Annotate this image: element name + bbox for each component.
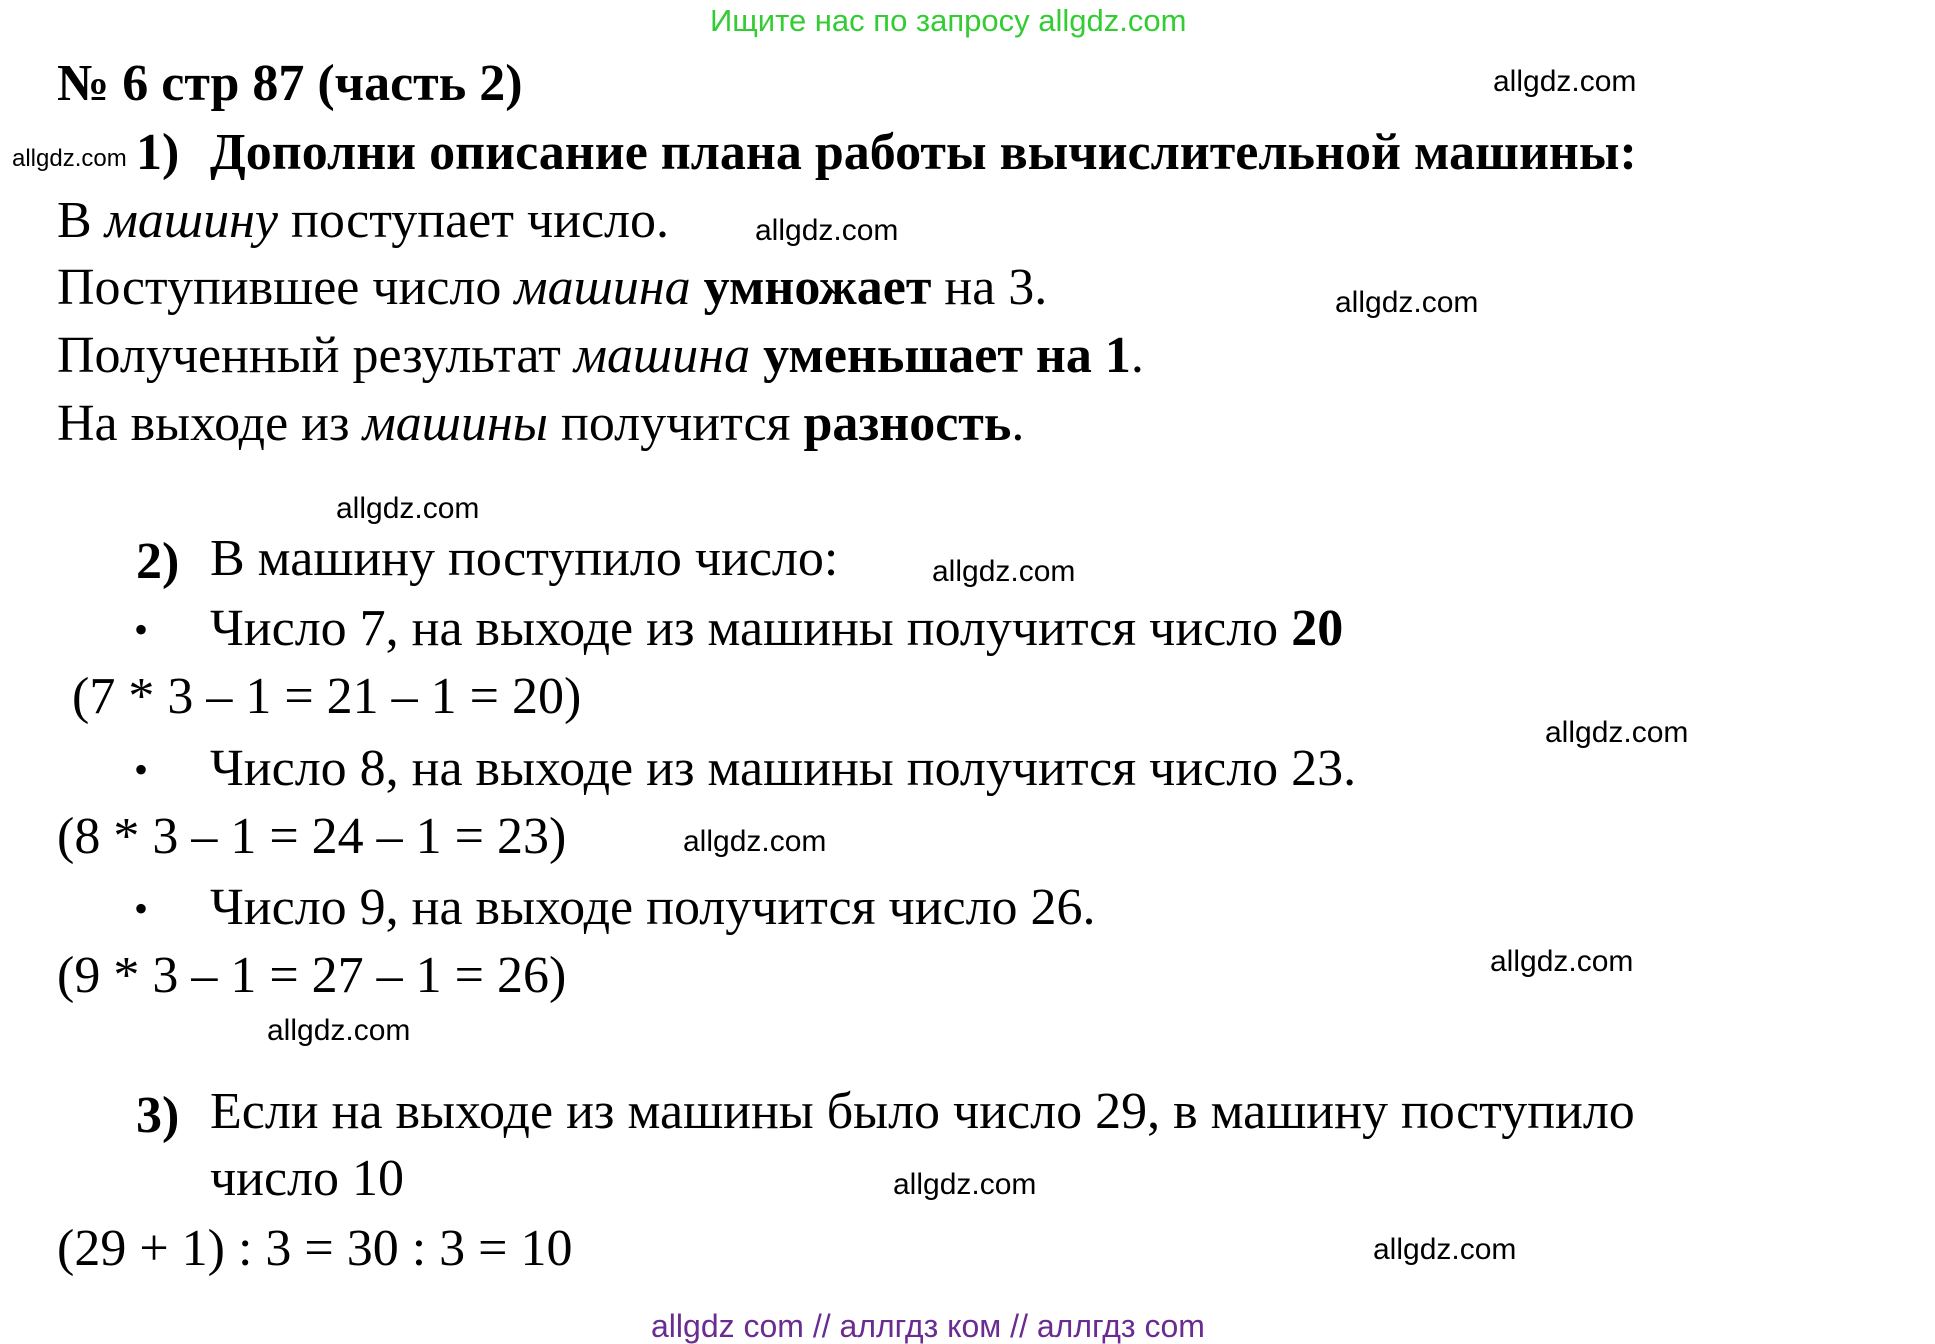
bottom-banner: allgdz com // аллгдз ком // аллгдз com [651,1308,1205,1344]
section3-line2: число 10 [210,1150,405,1207]
section3-calc: (29 + 1) : 3 = 30 : 3 = 10 [57,1220,573,1277]
section2-calc3: (9 * 3 – 1 = 27 – 1 = 26) [57,947,567,1004]
text: Поступившее число [57,259,515,316]
bold-text: уменьшает на 1 [763,327,1131,384]
text [691,259,704,316]
section2-calc1: (7 * 3 – 1 = 21 – 1 = 20) [72,668,582,725]
watermark: allgdz.com [1493,65,1637,98]
bold-text: умножает [703,259,932,316]
italic-text: машина [573,327,751,384]
section1-line2 [57,259,1048,316]
text: . [1130,327,1144,384]
watermark: allgdz.com [893,1168,1037,1201]
top-banner: Ищите нас по запросу allgdz.com [710,3,1187,38]
section2-item1 [210,600,1344,657]
text: Полученный результат [57,327,574,384]
text [750,327,763,384]
watermark: allgdz.com [755,214,899,247]
section2-number: 2) [136,533,180,590]
text: . [1011,395,1025,452]
italic-text: машину [104,192,279,249]
watermark: allgdz.com [1490,945,1634,978]
section1-line4 [57,395,1025,452]
watermark: allgdz.com [267,1014,411,1047]
text: В [57,192,105,249]
text: получится [548,395,804,452]
section3-line1: Если на выходе из машины было число 29, в машину поступило [210,1083,1635,1140]
watermark: allgdz.com [336,492,480,525]
section2-item2: Число 8, на выходе из машины получится число 23. [210,740,1357,797]
text: На выходе из [57,395,363,452]
bold-text: 20 [1291,600,1344,657]
bullet: • [134,886,149,931]
section1-line3 [57,327,1144,384]
section3-number: 3) [136,1087,180,1144]
section1-number: 1) [136,124,180,181]
italic-text: машины [362,395,549,452]
italic-text: машина [514,259,691,316]
section1-line1 [57,192,669,249]
watermark: allgdz.com [683,825,827,858]
watermark: allgdz.com [1335,286,1479,319]
watermark: allgdz.com [12,145,127,172]
bullet: • [134,747,149,792]
watermark: allgdz.com [1545,716,1689,749]
section2-item3: Число 9, на выходе получится число 26. [210,879,1096,936]
section2-heading: В машину поступило число: [210,530,839,587]
text: Число 7, на выходе из машины получится число [210,600,1292,657]
section1-heading: Дополни описание плана работы вычислительной машины: [210,124,1637,181]
section2-calc2: (8 * 3 – 1 = 24 – 1 = 23) [57,808,567,865]
bold-text: разность [803,395,1012,452]
watermark: allgdz.com [932,555,1076,588]
text: на 3. [931,259,1048,316]
page-title: № 6 стр 87 (часть 2) [57,55,523,112]
bullet: • [134,607,149,652]
watermark: allgdz.com [1373,1233,1517,1266]
text: поступает число. [278,192,669,249]
